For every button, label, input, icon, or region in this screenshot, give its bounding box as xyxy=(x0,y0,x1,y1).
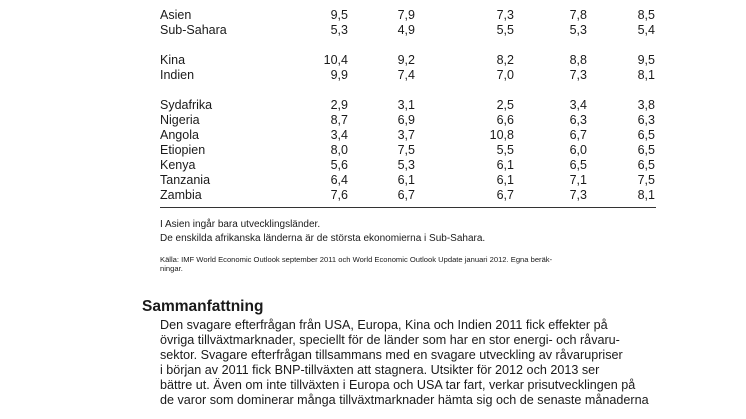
row-label: Sydafrika xyxy=(160,98,213,112)
row-label: Kina xyxy=(160,53,186,67)
table-cell: 3,8 xyxy=(637,98,655,112)
table-cell: 8,1 xyxy=(637,188,655,202)
table-row xyxy=(0,53,746,68)
row-label: Tanzania xyxy=(160,173,211,187)
table-cell: 5,3 xyxy=(397,158,415,172)
table-row xyxy=(0,23,746,38)
table-cell: 6,5 xyxy=(569,158,587,172)
table-cell: 6,5 xyxy=(637,158,655,172)
paragraph-line: bättre ut. Även om inte tillväxten i Europa och USA tar fart, verkar prisutvecklingen på xyxy=(160,378,636,392)
table-cell: 9,5 xyxy=(637,53,655,67)
table-row xyxy=(0,188,746,203)
table-cell: 6,3 xyxy=(569,113,587,127)
table-cell: 7,0 xyxy=(496,68,514,82)
table-cell: 2,9 xyxy=(330,98,348,112)
source-note xyxy=(160,255,660,273)
table-cell: 7,9 xyxy=(397,8,415,22)
table-row xyxy=(0,68,746,83)
table-cell: 6,0 xyxy=(569,143,587,157)
table-row xyxy=(0,98,746,113)
table-cell: 6,6 xyxy=(496,113,514,127)
row-label: Indien xyxy=(160,68,195,82)
source-note-line: ningar. xyxy=(160,264,183,273)
body-paragraph xyxy=(160,318,660,408)
table-cell: 5,4 xyxy=(637,23,655,37)
paragraph-line: övriga tillväxtmarknader, speciellt för de länder som har en stor energi- och råvaru- xyxy=(160,333,620,347)
table-row xyxy=(0,143,746,158)
table-cell: 7,3 xyxy=(496,8,514,22)
table-cell: 5,5 xyxy=(496,23,514,37)
table-cell: 8,7 xyxy=(330,113,348,127)
table-cell: 8,2 xyxy=(496,53,514,67)
section-heading: Sammanfattning xyxy=(142,298,264,315)
table-cell: 7,3 xyxy=(569,68,587,82)
table-cell: 5,5 xyxy=(496,143,514,157)
row-label: Kenya xyxy=(160,158,196,172)
table-cell: 6,5 xyxy=(637,143,655,157)
row-label: Etiopien xyxy=(160,143,206,157)
table-note: I Asien ingår bara utvecklingsländer. xyxy=(160,219,321,230)
table-cell: 7,8 xyxy=(569,8,587,22)
table-cell: 8,5 xyxy=(637,8,655,22)
table-cell: 8,1 xyxy=(637,68,655,82)
table-cell: 5,6 xyxy=(330,158,348,172)
table-cell: 6,1 xyxy=(496,158,514,172)
source-note-line: Källa: IMF World Economic Outlook september 2011 och World Economic Outlook Update januari 2012. Egna beräk- xyxy=(160,255,553,264)
table-cell: 6,1 xyxy=(496,173,514,187)
table-note: De enskilda afrikanska länderna är de största ekonomierna i Sub-Sahara. xyxy=(160,233,486,244)
table-cell: 3,7 xyxy=(397,128,415,142)
table-cell: 6,3 xyxy=(637,113,655,127)
table-cell: 7,3 xyxy=(569,188,587,202)
table-cell: 5,3 xyxy=(569,23,587,37)
table-row xyxy=(0,128,746,143)
table-cell: 3,4 xyxy=(569,98,587,112)
table-cell: 6,1 xyxy=(397,173,415,187)
table-cell: 10,4 xyxy=(323,53,348,67)
row-label: Sub-Sahara xyxy=(160,23,227,37)
table-cell: 9,9 xyxy=(330,68,348,82)
row-label: Angola xyxy=(160,128,199,142)
table-cell: 3,4 xyxy=(330,128,348,142)
table-row xyxy=(0,158,746,173)
table-cell: 7,1 xyxy=(569,173,587,187)
table-cell: 5,3 xyxy=(330,23,348,37)
table-cell: 7,6 xyxy=(330,188,348,202)
paragraph-line: de varor som dominerar många tillväxtmarknader hämta sig och de senaste månaderna xyxy=(160,393,649,407)
table-cell: 6,4 xyxy=(330,173,348,187)
row-label: Nigeria xyxy=(160,113,200,127)
table-cell: 4,9 xyxy=(397,23,415,37)
paragraph-line: Den svagare efterfrågan från USA, Europa, Kina och Indien 2011 fick effekter på xyxy=(160,318,608,332)
table-bottom-rule xyxy=(160,207,656,208)
table-row xyxy=(0,173,746,188)
row-label: Asien xyxy=(160,8,192,22)
table-cell: 7,4 xyxy=(397,68,415,82)
table-cell: 3,1 xyxy=(397,98,415,112)
table-cell: 6,7 xyxy=(496,188,514,202)
table-cell: 2,5 xyxy=(496,98,514,112)
table-cell: 6,7 xyxy=(397,188,415,202)
table-cell: 8,8 xyxy=(569,53,587,67)
row-label: Zambia xyxy=(160,188,202,202)
table-cell: 9,5 xyxy=(330,8,348,22)
table-cell: 6,9 xyxy=(397,113,415,127)
paragraph-line: sektor. Svagare efterfrågan tillsammans med en svagare utveckling av råvarupriser xyxy=(160,348,623,362)
table-cell: 7,5 xyxy=(397,143,415,157)
table-cell: 10,8 xyxy=(489,128,514,142)
table-cell: 8,0 xyxy=(330,143,348,157)
table-cell: 6,7 xyxy=(569,128,587,142)
paragraph-line: i början av 2011 fick BNP-tillväxten att stagnera. Utsikter för 2012 och 2013 ser xyxy=(160,363,600,377)
table-cell: 6,5 xyxy=(637,128,655,142)
table-row xyxy=(0,8,746,23)
table-cell: 9,2 xyxy=(397,53,415,67)
table-cell: 7,5 xyxy=(637,173,655,187)
table-row xyxy=(0,113,746,128)
